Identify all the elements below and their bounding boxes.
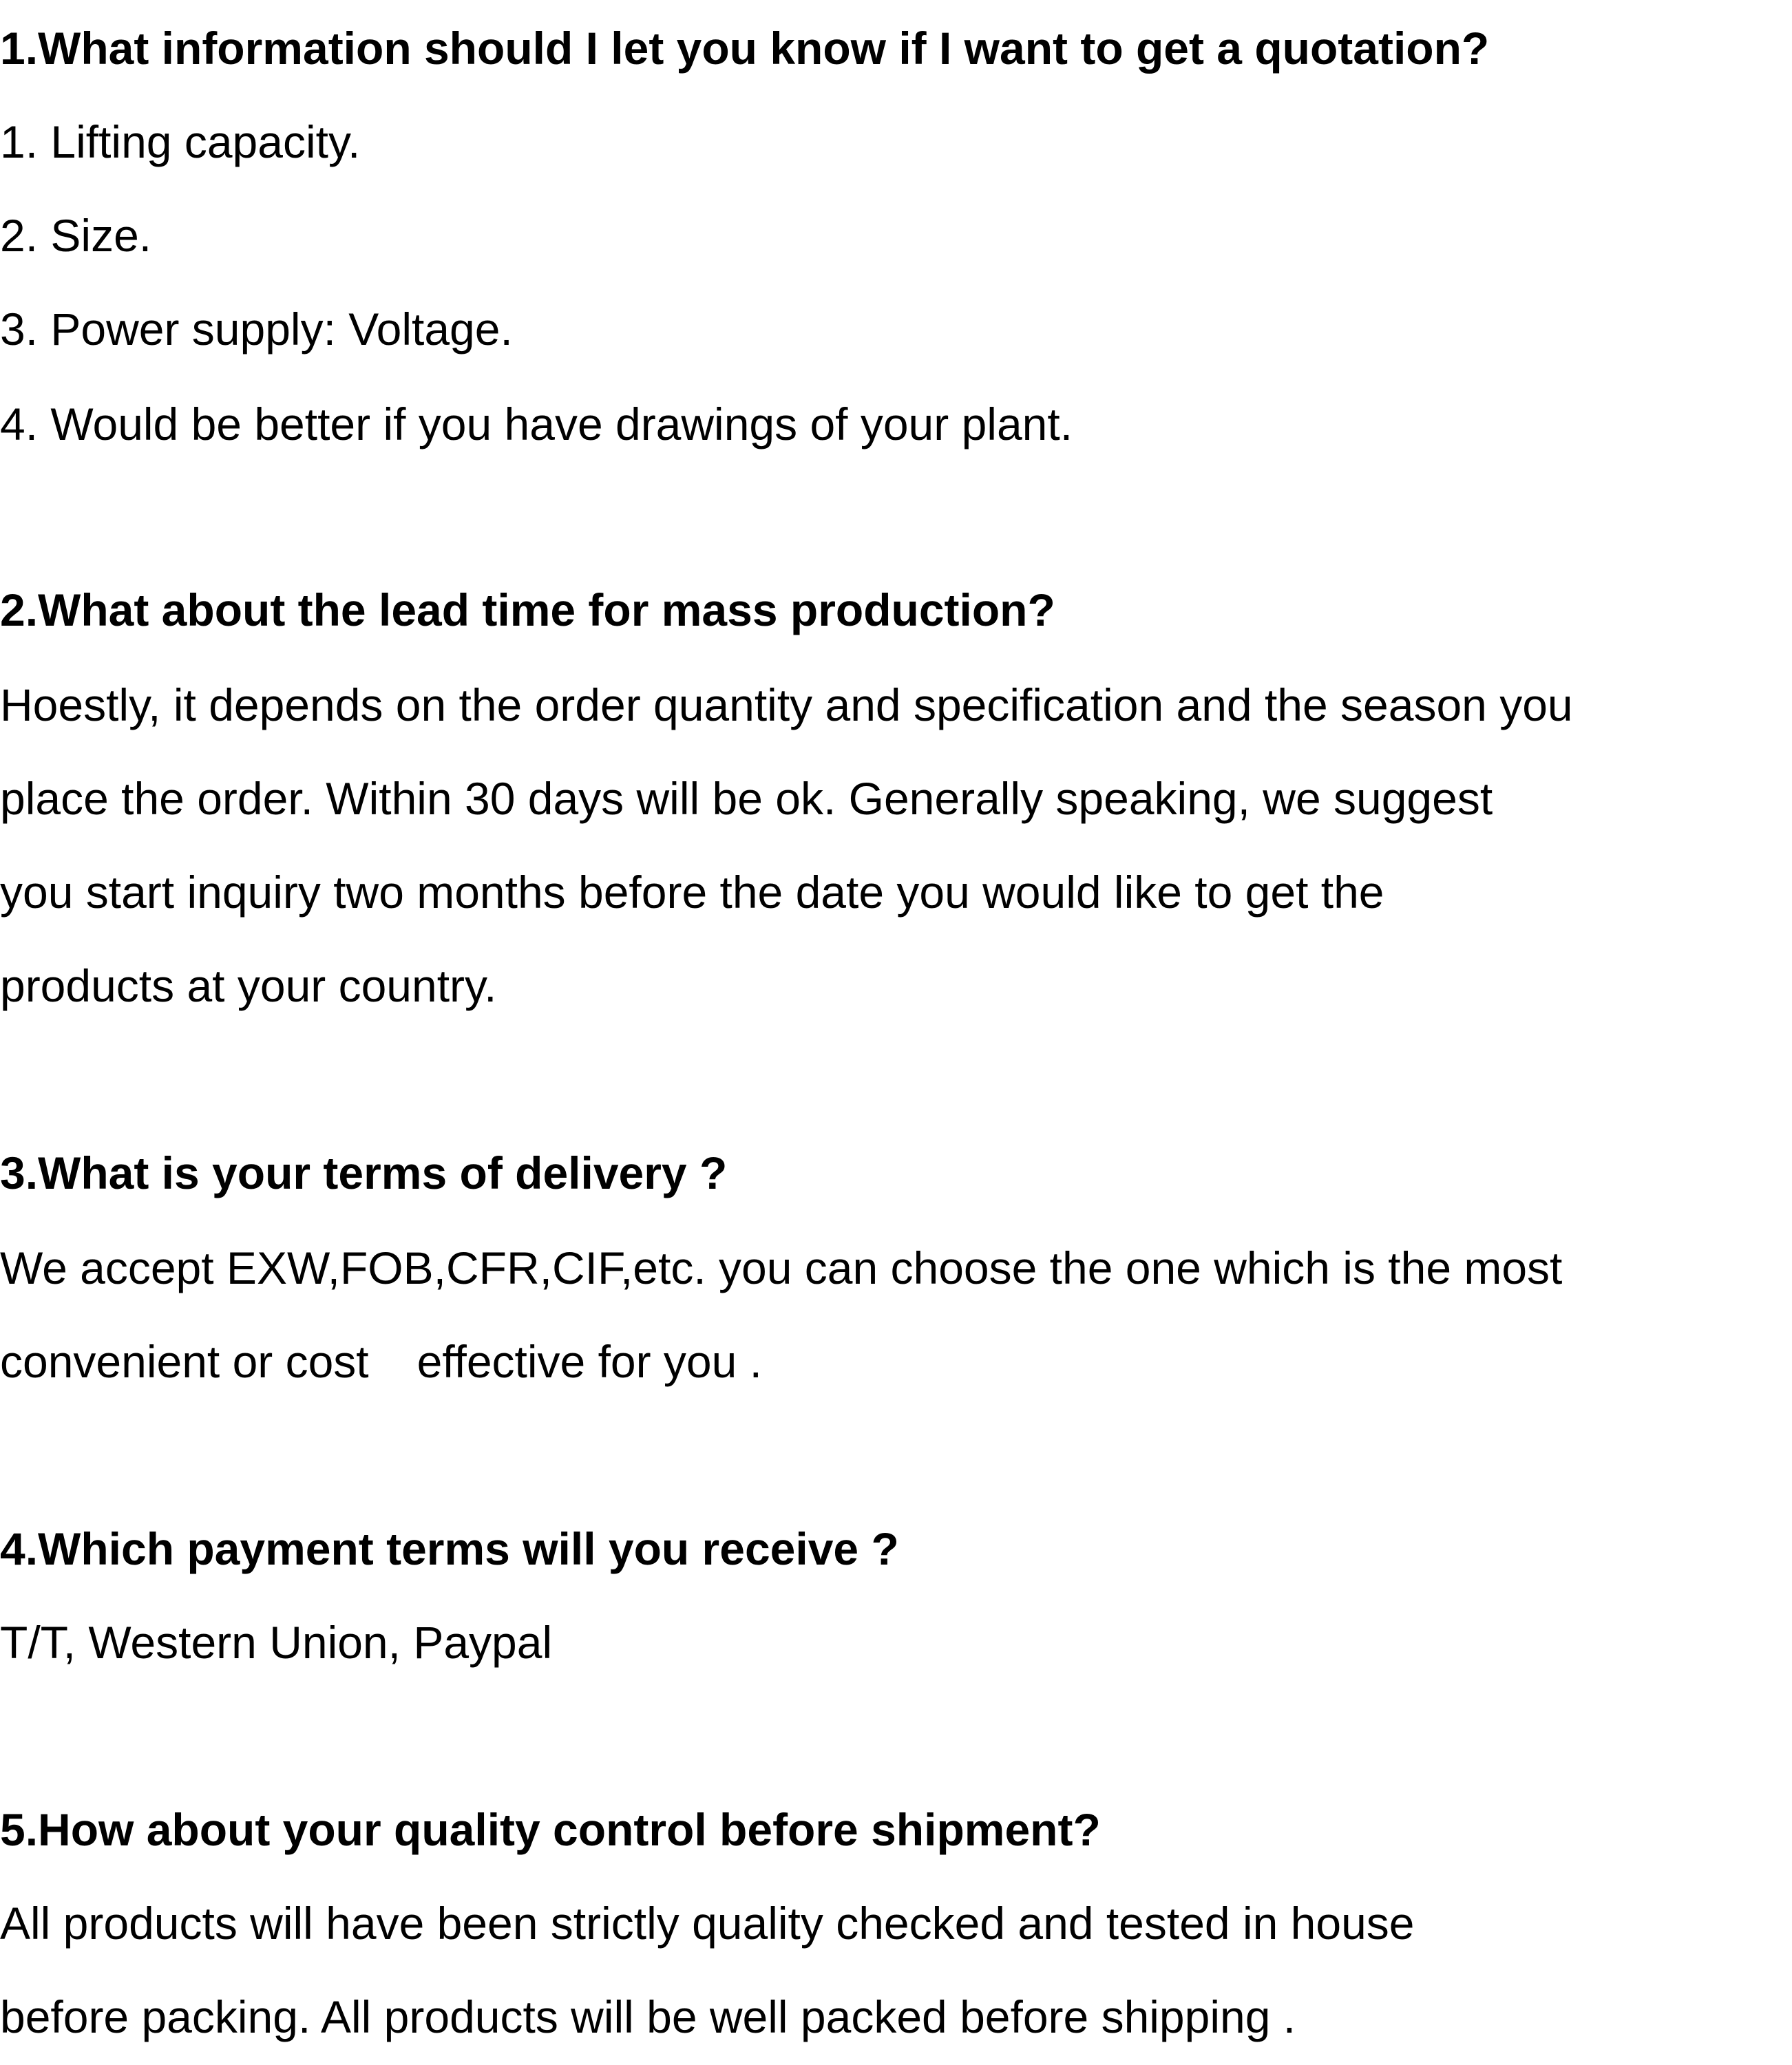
faq-answer-1-line-1: 1. Lifting capacity. xyxy=(0,116,361,167)
faq-answer-1-line-4: 4. Would be better if you have drawings of your plant. xyxy=(0,399,1073,449)
faq-answer-5-line-1: All products will have been strictly quality checked and tested in house xyxy=(0,1898,1415,1949)
faq-answer-2-line-1: Hoestly, it depends on the order quantity and specification and the season you xyxy=(0,679,1573,730)
faq-answer-2-line-4: products at your country. xyxy=(0,960,497,1011)
faq-answer-3-line-2-part-1: convenient or cost xyxy=(0,1336,369,1387)
faq-answer-3-line-1: We accept EXW,FOB,CFR,CIF,etc. you can choose the one which is the most xyxy=(0,1242,1563,1293)
faq-answer-2-line-2: place the order. Within 30 days will be ok. Generally speaking, we suggest xyxy=(0,773,1493,824)
faq-question-2: 2.What about the lead time for mass production? xyxy=(0,584,1055,635)
faq-answer-1-line-3: 3. Power supply: Voltage. xyxy=(0,304,513,354)
faq-answer-2-line-3: you start inquiry two months before the date you would like to get the xyxy=(0,867,1384,918)
faq-question-1: 1.What information should I let you know if I want to get a quotation? xyxy=(0,23,1490,74)
faq-answer-4-line-1: T/T, Western Union, Paypal xyxy=(0,1617,553,1668)
faq-answer-1-line-2: 2. Size. xyxy=(0,210,152,261)
faq-question-4: 4.Which payment terms will you receive ? xyxy=(0,1523,899,1574)
faq-question-5: 5.How about your quality control before shipment? xyxy=(0,1804,1101,1855)
faq-answer-5-line-2: before packing. All products will be well packed before shipping . xyxy=(0,1991,1296,2042)
faq-answer-3-line-2-part-2: effective for you . xyxy=(417,1336,763,1387)
faq-answer-3-line-2 xyxy=(0,1334,762,1389)
faq-question-3: 3.What is your terms of delivery ? xyxy=(0,1147,728,1198)
